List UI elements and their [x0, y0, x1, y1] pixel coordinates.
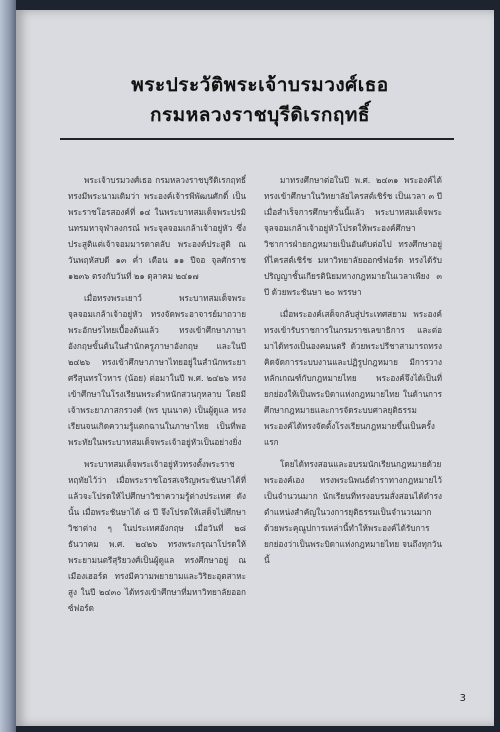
- book-spine-edge: [0, 0, 16, 732]
- page-number: 3: [459, 693, 466, 704]
- paragraph: เมื่อทรงพระเยาว์ พระบาทสมเด็จพระจุลจอมเกล้าเจ้าอยู่หัว ทรงจัดพระอาจารย์มาถวายพระอักษรไทยเบื้องต้นแล้ว ทรงเข้าศึกษาภาษาอังกฤษขั้นต้นในสำนักครูภาษาอังกฤษ และในปี ๒๔๒๖ ทรงเข้าศึกษาภาษาไทยอยู่ในสำนักพระยาศรีสุนทรโวหาร (น้อย) ต่อมาในปี พ.ศ. ๒๔๒๖ ทรงเข้าศึกษาในโรงเรียนพระตำหนักสวนกุหลาบ โดยมีเจ้าพระยาภาสกรวงศ์ (พร บุนนาค) เป็นผู้ดูแล ทรงเรียนจนเกิดความรู้แตกฉานในภาษาไทย เป็นที่พอพระทัยในพระบาทสมเด็จพระเจ้าอยู่หัวเป็นอย่างยิ่ง: [68, 293, 246, 447]
- paragraph: เมื่อพระองค์เสด็จกลับสู่ประเทศสยาม พระองค์ทรงเข้ารับราชการในกรมราชเลขาธิการ และต่อมาได้ทรงเป็นองคมนตรี ด้วยพระปรีชาสามารถทรงคิดจัดการระบบงานและปฏิรูปกฎหมาย มีการวางหลักเกณฑ์กับกฎหมายไทย พระองค์จึงได้เป็นที่ยกย่องให้เป็นพระบิดาแห่งกฎหมายไทย ในด้านการศึกษากฎหมายและการจัดระบบศาลยุติธรรม พระองค์ได้ทรงจัดตั้งโรงเรียนกฎหมายขึ้นเป็นครั้งแรก: [264, 309, 442, 447]
- title-divider: [60, 138, 454, 140]
- text-column-right: [264, 172, 442, 692]
- chapter-title-line-1: พระประวัติพระเจ้าบรมวงศ์เธอ: [131, 74, 389, 96]
- paragraph: พระเจ้าบรมวงศ์เธอ กรมหลวงราชบุรีดิเรกฤทธิ์ ทรงมีพระนามเดิมว่า พระองค์เจ้ารพีพัฒนศักดิ์ เป็นพระราชโอรสองค์ที่ ๑๔ ในพระบาทสมเด็จพระปรมินทรมหาจุฬาลงกรณ์ พระจุลจอมเกล้าเจ้าอยู่หัว ซึ่งประสูติแต่เจ้าจอมมารดาตลับ พระองค์ประสูติ ณ วันพฤหัสบดี ๑๓ ค่ำ เดือน ๑๑ ปีจอ จุลศักราช ๑๒๓๖ ตรงกับวันที่ ๒๑ ตุลาคม ๒๔๑๗: [68, 175, 246, 281]
- paragraph: พระบาทสมเด็จพระเจ้าอยู่หัวทรงตั้งพระราชหฤทัยไว้ว่า เมื่อพระราชโอรสเจริญพระชันษาได้ที่แล้วจะโปรดให้ไปศึกษาวิชาความรู้ต่างประเทศ ดังนั้น เมื่อพระชันษาได้ ๘ ปี จึงโปรดให้เสด็จไปศึกษาวิชาต่าง ๆ ในประเทศอังกฤษ เมื่อวันที่ ๒๘ ธันวาคม พ.ศ. ๒๔๒๖ ทรงพระกรุณาโปรดให้พระยามนตรีสุริยวงศ์เป็นผู้ดูแล ทรงศึกษาอยู่ ณ เมืองเฮอร์ต ทรงมีความพยายามและวิริยะอุตสาหะสูง ในปี ๒๔๓๐ ได้ทรงเข้าศึกษาที่มหาวิทยาลัยออกซ์ฟอร์ด: [68, 459, 246, 613]
- book-page: [16, 10, 494, 726]
- paragraph: โดยได้ทรงสอนและอบรมนักเรียนกฎหมายด้วยพระองค์เอง ทรงพระนิพนธ์ตำราทางกฎหมายไว้เป็นจำนวนมาก นักเรียนที่ทรงอบรมสั่งสอนได้ดำรงตำแหน่งสำคัญในวงการยุติธรรมเป็นจำนวนมาก ด้วยพระคุณูปการเหล่านี้ทำให้พระองค์ได้รับการยกย่องว่าเป็นพระบิดาแห่งกฎหมายไทย จนถึงทุกวันนี้: [264, 459, 442, 565]
- chapter-title: [56, 70, 464, 130]
- text-column-left: [68, 172, 246, 692]
- chapter-title-line-2: กรมหลวงราชบุรีดิเรกฤทธิ์: [149, 104, 371, 126]
- paragraph: มาทรงศึกษาต่อในปี พ.ศ. ๒๔๓๑ พระองค์ได้ทรงเข้าศึกษาในวิทยาลัยไครสต์เชิร์ช เป็นเวลา ๓ ปี เมื่อสำเร็จการศึกษาชั้นนี้แล้ว พระบาทสมเด็จพระจุลจอมเกล้าเจ้าอยู่หัวโปรดให้พระองค์ศึกษาวิชาการฝ่ายกฎหมายเป็นอันดับต่อไป ทรงศึกษาอยู่ที่ไครสต์เชิร์ช มหาวิทยาลัยออกซ์ฟอร์ด ทรงได้รับปริญญาชั้นเกียรตินิยมทางกฎหมายในเวลาเพียง ๓ ปี ด้วยพระชันษา ๒๐ พรรษา: [264, 175, 442, 297]
